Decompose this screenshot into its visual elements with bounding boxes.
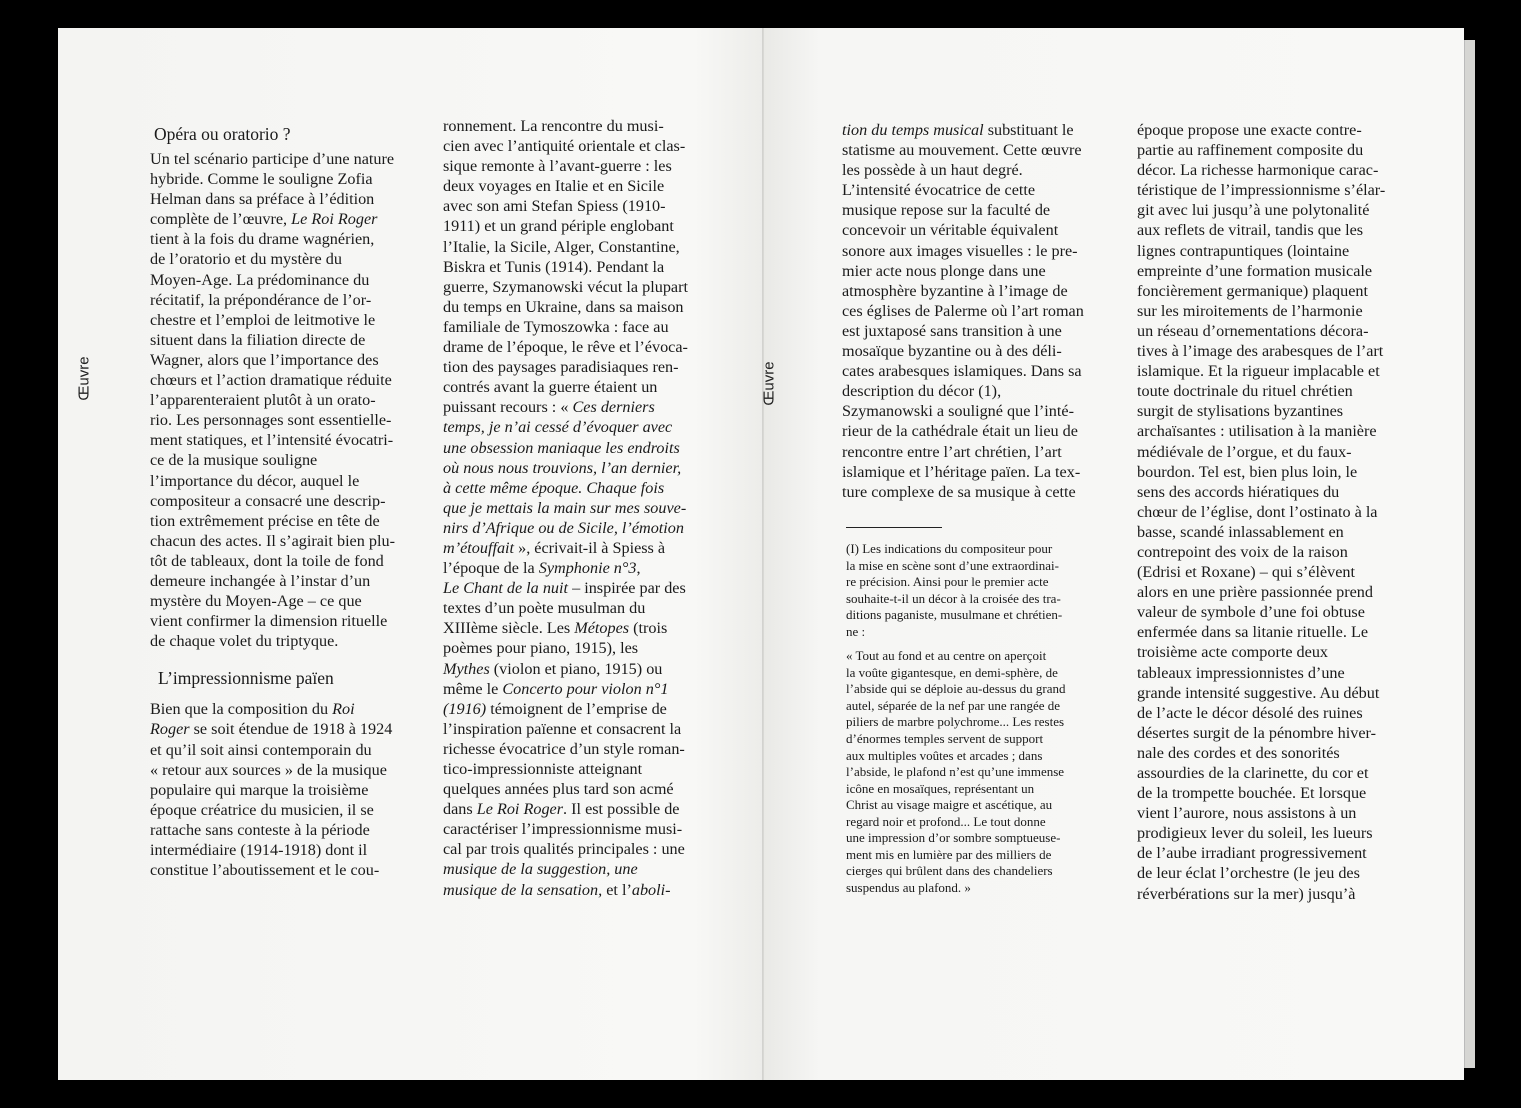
text-line: tôt de tableaux, dont la toile de fond — [150, 551, 384, 570]
footnote-line: souhaite-t-il un décor à la croisée des tra- — [846, 590, 1061, 606]
footnote-line: regard noir et profond... Le tout donne — [846, 813, 1046, 829]
text-line — [443, 458, 688, 478]
italic-span: Concerto pour violon n°1 — [502, 679, 669, 698]
italic-span: à cette même époque. Chaque fois — [443, 478, 665, 497]
column-1 — [150, 119, 395, 880]
text-line: mystère du Moyen-Age – ce que — [150, 592, 362, 611]
text-span: contrés avant la guerre étaient un — [443, 378, 658, 397]
text-span: l’inspiration païenne et consacrent la — [443, 719, 682, 738]
text-line: enfermée dans sa litanie rituelle. Le — [1137, 623, 1369, 642]
text-span: du temps en Ukraine, dans sa maison — [443, 297, 684, 316]
text-line: décor. La richesse harmonique carac- — [1137, 161, 1379, 180]
text-line — [443, 136, 688, 156]
text-line: chœurs et l’action dramatique réduite — [150, 371, 392, 390]
text-line: ment statiques, et l’intensité évocatri- — [150, 431, 394, 450]
text-span: avec son ami Stefan Spiess (1910- — [443, 197, 666, 216]
text-line — [842, 220, 1084, 240]
footnote-line: « Tout au fond et au centre on aperçoit — [846, 648, 1047, 664]
text-line: chacun des actes. Il s’agirait bien plu- — [150, 531, 395, 550]
column-2 — [443, 116, 688, 900]
italic-span: m’étouffait — [443, 538, 515, 557]
footnote-line: ne : — [846, 623, 866, 639]
text-line — [842, 482, 1084, 502]
text-line: valeur de symbole d’une foi obtuse — [1137, 603, 1365, 622]
italic-span: nirs d’Afrique ou de Sicile, l’émotion — [443, 518, 684, 537]
text-line: partie au raffinement composite du — [1137, 141, 1364, 160]
text-line — [443, 799, 688, 819]
text-span: familiale de Tymoszowka : face au — [443, 317, 669, 336]
text-line: situent dans la filiation directe de — [150, 330, 366, 349]
text-line — [443, 679, 688, 699]
footnote-line: suspendus au plafond. » — [846, 879, 971, 895]
text-span: Bien que la composition du — [150, 700, 333, 719]
text-line — [842, 381, 1084, 401]
text-line: empreinte d’une formation musicale — [1137, 261, 1373, 280]
text-span: drame de l’époque, le rêve et l’évoca- — [443, 338, 688, 357]
footnote-line: ment mis en lumière par des milliers de — [846, 846, 1052, 862]
text-span: complète de l’œuvre, — [150, 210, 292, 229]
text-span: ronnement. La rencontre du musi- — [443, 117, 664, 135]
text-line: bourdon. Tel est, bien plus loin, le — [1137, 462, 1358, 481]
text-span: textes d’un poète musulman du — [443, 599, 646, 618]
text-line — [443, 337, 688, 357]
text-line — [443, 819, 688, 839]
text-span: tico-impressionniste atteignant — [443, 760, 643, 778]
text-line — [842, 421, 1084, 441]
text-line — [443, 417, 688, 437]
text-span: sonore aux images visuelles : le pre- — [842, 241, 1078, 260]
italic-span: tion du temps musical — [842, 121, 984, 139]
footnote-rule — [846, 527, 942, 528]
footnote-line: une impression d’or sombre somptueuse- — [846, 830, 1061, 846]
text-line: demeure inchangée à l’instar d’un — [150, 571, 371, 590]
text-line: tient à la fois du drame wagnérien, — [150, 230, 375, 249]
footnote-line: Christ au visage maigre et ascétique, au — [846, 797, 1053, 813]
text-line — [842, 401, 1084, 421]
paragraph-impressionnisme — [150, 699, 395, 880]
text-line: l’apparenteraient plutôt à un orato- — [150, 391, 376, 410]
footnote-quote — [846, 648, 1066, 896]
text-line — [443, 438, 688, 458]
text-line — [443, 538, 688, 558]
italic-span: Le Chant de la nuit — [443, 579, 569, 598]
text-span: se soit étendue de 1918 à 1924 — [189, 720, 393, 739]
text-span: l’Italie, la Sicile, Alger, Constantine, — [443, 237, 680, 256]
footnote-line: aux multiples voûtes et arcades ; dans — [846, 747, 1043, 763]
text-line — [443, 196, 688, 216]
italic-title: Roger — [150, 720, 190, 739]
text-line: (Edrisi et Roxane) – qui s’élèvent — [1137, 563, 1356, 582]
text-line: Moyen-Age. La prédominance du — [150, 270, 370, 289]
text-line — [443, 498, 688, 518]
text-span: », écrivait-il à Spiess à — [514, 538, 666, 557]
text-span: et l’ — [602, 880, 632, 899]
text-line — [842, 361, 1084, 381]
text-span: cien avec l’antiquité orientale et clas- — [443, 137, 686, 156]
text-line — [842, 180, 1084, 200]
italic-span: Symphonie n°3 — [538, 559, 637, 578]
text-line: git avec lui jusqu’à une polytonalité — [1137, 201, 1370, 220]
text-span: mosaïque byzantine ou à des déli- — [842, 342, 1062, 361]
footnote-intro — [846, 541, 1066, 640]
text-line: tableaux impressionnistes d’une — [1137, 663, 1345, 682]
text-line — [842, 261, 1084, 281]
italic-span: musique de la suggestion, une — [443, 860, 638, 879]
text-span: concevoir un véritable équivalent — [842, 221, 1059, 240]
text-line — [443, 618, 688, 638]
text-line: rio. Les personnages sont essentielle- — [150, 411, 392, 430]
text-line: troisième acte comporte deux — [1137, 643, 1329, 662]
italic-span: une obsession maniaque les endroits — [443, 438, 680, 457]
text-span: XIIIème siècle. Les — [443, 619, 575, 638]
text-line: populaire qui marque la troisième — [150, 780, 369, 799]
text-line: vient l’aurore, nous assistons à un — [1137, 804, 1357, 823]
italic-span: temps, je n’ai cessé d’évoquer avec — [443, 418, 673, 437]
text-line: de leur éclat l’orchestre (le jeu des — [1137, 864, 1360, 883]
text-line — [443, 880, 688, 900]
footnote-line: l’abside qui se déploie au-dessus du grand — [846, 681, 1066, 697]
text-line — [842, 140, 1084, 160]
text-line: foncièrement germanique) plaquent — [1137, 281, 1369, 300]
text-span: même le — [443, 679, 503, 698]
text-line — [443, 397, 688, 417]
text-span: tion des paysages paradisiaques ren- — [443, 358, 679, 377]
text-span: caractériser l’impressionnisme musi- — [443, 820, 683, 839]
text-line: compositeur a consacré une descrip- — [150, 491, 386, 510]
text-line — [150, 209, 395, 229]
text-line: alors en une prière passionnée prend — [1137, 583, 1373, 602]
heading-impressionnisme-paien: L’impressionnisme païen — [158, 668, 334, 689]
text-line — [842, 160, 1084, 180]
text-span: est juxtaposé sans transition à une — [842, 321, 1062, 340]
text-span: . Il est possible de — [563, 800, 680, 819]
text-line: désertes surgit de la pénombre hiver- — [1137, 723, 1376, 742]
text-line: tives à l’image des arabesques de l’art — [1137, 342, 1384, 361]
text-line — [443, 598, 688, 618]
text-line: aux reflets de vitrail, tandis que les — [1137, 221, 1364, 240]
text-line — [842, 442, 1084, 462]
footnote-line: autel, séparée de la nef par une rangée de — [846, 697, 1061, 713]
text-line: médiévale de l’orgue, et du faux- — [1137, 442, 1352, 461]
text-line — [150, 699, 395, 719]
text-span: cates arabesques islamiques. Dans sa — [842, 362, 1082, 381]
text-line: contrepoint des voix de la raison — [1137, 542, 1348, 561]
text-line — [443, 779, 688, 799]
text-span: musique repose sur la faculté de — [842, 201, 1051, 220]
text-line: époque propose une exacte contre- — [1137, 121, 1362, 139]
text-line — [150, 719, 395, 739]
text-line — [443, 156, 688, 176]
text-line — [443, 839, 688, 859]
text-span: cal par trois qualités principales : une — [443, 840, 685, 859]
text-line: tion extrêmement précise en tête de — [150, 511, 380, 530]
text-line: de l’oratorio et du mystère du — [150, 250, 342, 269]
text-span: les possède à un haut degré. — [842, 161, 1023, 180]
text-line — [443, 478, 688, 498]
text-line: assourdies de la clarinette, du cor et — [1137, 764, 1369, 782]
text-line: sur les miroitements de l’harmonie — [1137, 301, 1363, 320]
text-line: de l’aube irradiant progressivement — [1137, 844, 1367, 863]
text-line: Helman dans sa préface à l’édition — [150, 190, 375, 209]
text-span: 1911) et un grand périple englobant — [443, 217, 674, 236]
text-line — [443, 257, 688, 277]
text-line: « retour aux sources » de la musique — [150, 760, 387, 779]
text-line — [443, 377, 688, 397]
footnote-line: l’abside, le plafond n’est qu’une immense — [846, 764, 1065, 780]
text-span: islamique et l’héritage païen. La tex- — [842, 462, 1081, 481]
text-line: islamique. Et la rigueur implacable et — [1137, 362, 1380, 381]
italic-title: Le Roi Roger — [291, 210, 378, 229]
text-line: téristique de l’impressionnisme s’élar- — [1137, 181, 1386, 200]
italic-span: aboli- — [631, 880, 671, 899]
text-span: deux voyages en Italie et en Sicile — [443, 177, 665, 196]
text-line — [443, 116, 688, 136]
text-line: chœur de l’église, dont l’ostinato à la — [1137, 502, 1378, 521]
text-line: basse, scandé inlassablement en — [1137, 522, 1344, 541]
heading-opera-ou-oratorio: Opéra ou oratorio ? — [154, 124, 291, 144]
text-line — [443, 216, 688, 236]
section-label-right: Œuvre — [760, 361, 778, 406]
italic-span: Ces derniers — [572, 398, 655, 417]
text-line — [842, 321, 1084, 341]
text-span: mier acte nous plonge dans une — [842, 261, 1046, 280]
italic-span: Mythes — [443, 659, 490, 678]
text-span: statisme au mouvement. Cette œuvre — [842, 141, 1082, 160]
text-line: de chaque volet du triptyque. — [150, 632, 339, 651]
text-line: toute doctrinale du rituel chrétien — [1137, 382, 1353, 401]
footnote-line: piliers de marbre polychrome... Les restes — [846, 714, 1065, 730]
text-span: témoignent de l’emprise de — [486, 699, 667, 718]
text-span: l’époque de la — [443, 559, 539, 578]
text-span: poèmes pour piano, 1915), les — [443, 639, 639, 658]
text-line: intermédiaire (1914-1918) dont il — [150, 841, 368, 859]
column-3 — [842, 120, 1084, 502]
text-line: vient confirmer la dimension rituelle — [150, 612, 388, 631]
text-span: L’intensité évocatrice de cette — [842, 181, 1036, 200]
text-line: rattache sans conteste à la période — [150, 820, 370, 839]
text-span: rieur de la cathédrale était un lieu de — [842, 422, 1078, 441]
text-line: Un tel scénario participe d’une nature — [150, 150, 395, 168]
text-line: récitatif, la prépondérance de l’or- — [150, 290, 372, 309]
text-line — [443, 176, 688, 196]
text-span: Szymanowski a souligné que l’inté- — [842, 402, 1074, 421]
italic-span: où nous nous trouvions, l’an dernier, — [443, 458, 682, 477]
text-span: atmosphère byzantine à l’image de — [842, 281, 1068, 300]
text-line — [443, 277, 688, 297]
text-line: lignes contrapuntiques (lointaine — [1137, 241, 1350, 260]
text-line: archaïsantes : utilisation à la manière — [1137, 422, 1377, 441]
text-line: chestre et l’emploi de leitmotive le — [150, 310, 376, 329]
text-line — [443, 859, 688, 879]
text-line: nale des cordes et des sonorités — [1137, 743, 1340, 762]
section-label-left: Œuvre — [75, 356, 93, 401]
text-line — [443, 719, 688, 739]
text-line — [443, 317, 688, 337]
text-line — [443, 739, 688, 759]
text-span: – inspirée par des — [568, 579, 686, 598]
italic-title: Roi — [332, 700, 355, 719]
text-line: et qu’il soit ainsi contemporain du — [150, 740, 372, 759]
text-span: (trois — [629, 619, 668, 638]
text-line — [842, 241, 1084, 261]
text-line — [443, 659, 688, 679]
text-span: rencontre entre l’art chrétien, l’art — [842, 442, 1062, 461]
italic-span: Le Roi Roger — [476, 800, 564, 819]
text-span: guerre, Szymanowski vécut la plupart — [443, 277, 688, 296]
text-line: réverbérations sur la mer) jusqu’à — [1137, 884, 1356, 903]
paragraph-scenario — [150, 149, 395, 651]
text-line — [443, 759, 688, 779]
footnote-line: la mise en scène sont d’une extraordinai- — [846, 557, 1059, 573]
text-line — [842, 341, 1084, 361]
text-line — [842, 462, 1084, 482]
footnote-line: la voûte gigantesque, en demi-sphère, de — [846, 664, 1058, 680]
page-edge — [1464, 40, 1475, 1068]
text-line: époque créatrice du musicien, il se — [150, 800, 374, 819]
column-4 — [1137, 120, 1385, 904]
footnote-line: d’énormes temples servent de support — [846, 731, 1044, 747]
italic-span: que je mettais la main sur mes souve- — [443, 498, 687, 517]
text-line — [443, 558, 688, 578]
text-line — [842, 281, 1084, 301]
text-line — [842, 301, 1084, 321]
text-span: richesse évocatrice d’un style roman- — [443, 739, 685, 758]
text-span: quelques années plus tard son acmé — [443, 780, 674, 799]
text-line — [443, 638, 688, 658]
footnote — [846, 541, 1066, 896]
text-line: hybride. Comme le souligne Zofia — [150, 170, 373, 189]
text-line — [443, 699, 688, 719]
footnote-line: cierges qui brûlent dans des chandeliers — [846, 863, 1053, 879]
text-line — [443, 357, 688, 377]
text-line — [842, 200, 1084, 220]
footnote-line: re précision. Ainsi pour le premier acte — [846, 574, 1049, 590]
footnote-line: (I) Les indications du compositeur pour — [846, 541, 1053, 556]
text-line: sens des accords hiératiques du — [1137, 482, 1340, 501]
italic-span: (1916) — [443, 699, 487, 718]
italic-span: Métopes — [574, 619, 630, 638]
text-span: dans — [443, 800, 477, 819]
text-line — [443, 297, 688, 317]
text-line: ce de la musique souligne — [150, 451, 318, 470]
text-line: grande intensité suggestive. Au début — [1137, 683, 1380, 702]
text-span: (violon et piano, 1915) ou — [489, 659, 663, 678]
text-span: sique remonte à l’avant-guerre : les — [443, 157, 672, 176]
text-line: un réseau d’ornementations décora- — [1137, 321, 1369, 340]
text-span: puissant recours : « — [443, 398, 573, 417]
text-line: de la trompette bouchée. Et lorsque — [1137, 784, 1367, 803]
text-line — [443, 578, 688, 598]
text-line: de l’acte le décor désolé des ruines — [1137, 703, 1363, 722]
text-line — [842, 120, 1084, 140]
text-span: description du décor (1), — [842, 382, 1002, 401]
text-span: , — [636, 559, 641, 578]
text-span: ces églises de Palerme où l’art roman — [842, 301, 1084, 320]
footnote-line: icône en mosaïques, représentant un — [846, 780, 1035, 796]
text-line — [443, 237, 688, 257]
text-line: constitue l’aboutissement et le cou- — [150, 861, 380, 880]
text-span: Biskra et Tunis (1914). Pendant la — [443, 257, 665, 276]
text-line: l’importance du décor, auquel le — [150, 471, 360, 490]
text-line: prodigieux lever du soleil, les lueurs — [1137, 824, 1373, 843]
text-line — [443, 518, 688, 538]
footnote-line: ditions paganiste, musulmane et chrétien- — [846, 607, 1063, 623]
text-span: substituant le — [983, 121, 1074, 139]
italic-span: musique de la sensation, — [443, 880, 603, 899]
text-line: surgit de stylisations byzantines — [1137, 402, 1344, 421]
text-span: ture complexe de sa musique à cette — [842, 482, 1076, 501]
text-line: Wagner, alors que l’importance des — [150, 350, 379, 369]
